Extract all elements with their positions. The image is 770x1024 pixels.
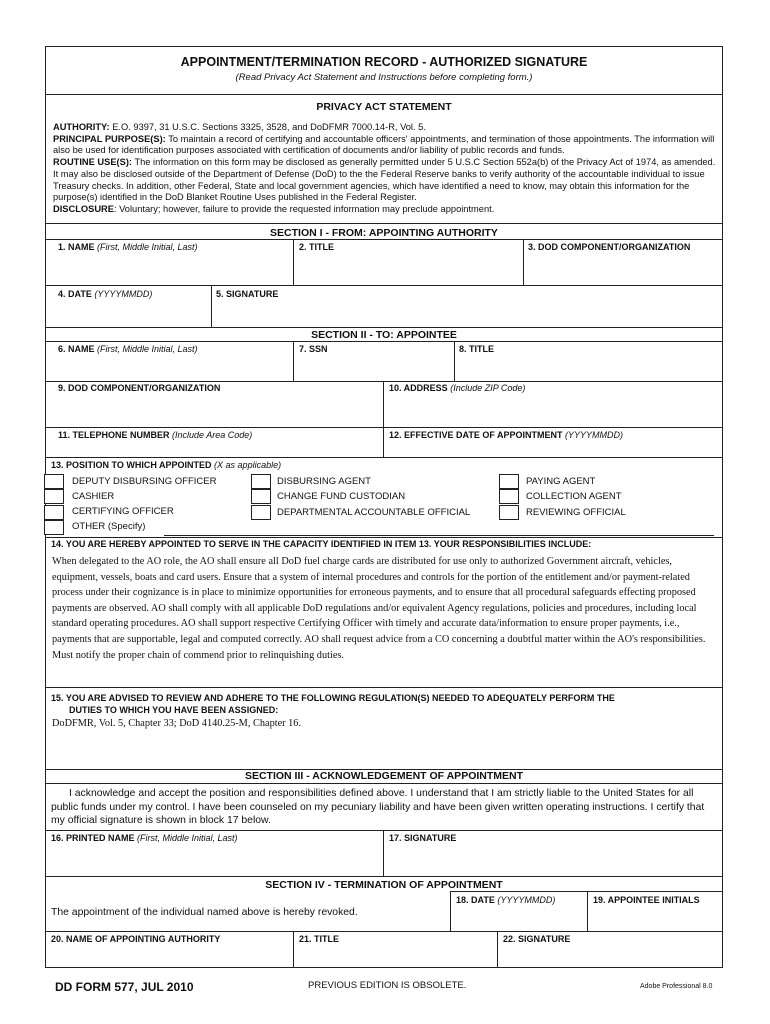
- privacy-statement: [53, 122, 716, 216]
- appointee-name-label: [58, 344, 198, 354]
- effective-date-field[interactable]: [385, 442, 720, 455]
- authority-text: E.O. 9397, 31 U.S.C. Sections 3325, 3528, and DoDFMR 7000.14-R, Vol. 5.: [109, 122, 426, 132]
- routine-use-label: ROUTINE USE(S):: [53, 157, 133, 168]
- divider: [450, 891, 722, 892]
- revocation-statement: The appointment of the individual named above is hereby revoked.: [51, 907, 358, 918]
- appointing-authority-name-field[interactable]: [48, 946, 291, 966]
- divider: [450, 891, 451, 931]
- purpose-text: To maintain a record of certifying and accountable officers' appointments, and termination of those appointments. The information will also be used for identification purposes associated with certification of documents and/or liability of public records and funds.: [53, 133, 715, 156]
- appointing-name-label: [58, 242, 198, 252]
- field-number: 10. ADDRESS: [389, 383, 448, 393]
- divider: [46, 537, 722, 538]
- form-number: DD FORM 577, JUL 2010: [55, 980, 194, 994]
- field-hint: (YYYYMMDD): [565, 430, 624, 440]
- divider: [46, 239, 722, 240]
- section4-heading: SECTION IV - TERMINATION OF APPOINTMENT: [265, 879, 503, 891]
- option-label: CHANGE FUND CUSTODIAN: [277, 491, 406, 502]
- checkbox-change-fund-custodian[interactable]: [251, 489, 271, 504]
- ssn-field[interactable]: [295, 356, 453, 380]
- termination-signature-label: 22. SIGNATURE: [503, 934, 571, 944]
- privacy-heading: PRIVACY ACT STATEMENT: [316, 101, 452, 113]
- regulations-text[interactable]: DoDFMR, Vol. 5, Chapter 33; DoD 4140.25-M, Chapter 16.: [52, 718, 302, 729]
- appointee-signature-field[interactable]: [385, 845, 720, 875]
- option-label: DISBURSING AGENT: [277, 476, 371, 487]
- field-hint: (First, Middle Initial, Last): [137, 833, 238, 843]
- divider: [46, 341, 722, 342]
- option-label: OTHER (Specify): [72, 521, 146, 532]
- termination-title-field[interactable]: [295, 946, 495, 966]
- appointee-initials-label: 19. APPOINTEE INITIALS: [593, 895, 700, 905]
- checkbox-certifying-officer[interactable]: [44, 505, 64, 520]
- field-number: 1. NAME: [58, 242, 95, 252]
- appointee-component-label: 9. DOD COMPONENT/ORGANIZATION: [58, 383, 221, 393]
- divider: [211, 285, 212, 327]
- checkbox-disbursing-agent[interactable]: [251, 474, 271, 489]
- divider: [523, 239, 524, 285]
- field-hint: (X as applicable): [214, 460, 282, 470]
- checkbox-reviewing-official[interactable]: [499, 505, 519, 520]
- form-subtitle: (Read Privacy Act Statement and Instructions before completing form.): [235, 72, 533, 83]
- appointing-signature-label: 5. SIGNATURE: [216, 289, 279, 299]
- software-note: Adobe Professional 8.0: [640, 983, 713, 990]
- divider: [46, 876, 722, 877]
- section3-heading: SECTION III - ACKNOWLEDGEMENT OF APPOINTMENT: [244, 770, 524, 782]
- divider: [46, 427, 722, 428]
- printed-name-label: [51, 833, 238, 843]
- checkbox-cashier[interactable]: [44, 489, 64, 504]
- termination-date-field[interactable]: [452, 907, 585, 929]
- option-label: CERTIFYING OFFICER: [72, 506, 174, 517]
- appointing-date-field[interactable]: [48, 301, 208, 327]
- disclosure-text: : Voluntary; however, failure to provide the requested information may preclude appointment.: [113, 203, 495, 214]
- divider: [46, 223, 722, 224]
- acknowledgement-text: I acknowledge and accept the position and responsibilities defined above. I understand that I am strictly liable to the United States for all public funds under my control. I have been counseled on my pecuniary liability and have been given written operating instructions. I certify that my official signature is shown in block 17 below.: [51, 788, 705, 826]
- divider: [454, 341, 455, 381]
- field-hint: (First, Middle Initial, Last): [97, 242, 198, 252]
- authority-label: AUTHORITY:: [53, 122, 110, 132]
- divider: [46, 285, 722, 286]
- divider: [46, 381, 722, 382]
- divider: [383, 427, 384, 457]
- divider: [293, 239, 294, 285]
- checkbox-deputy-disbursing-officer[interactable]: [44, 474, 64, 489]
- option-label: COLLECTION AGENT: [526, 491, 622, 502]
- appointing-name-field[interactable]: [48, 254, 290, 284]
- divider: [46, 327, 722, 328]
- routine-use-text: The information on this form may be disclosed as generally permitted under 5 U.S.C Section 552a(b) of the Privacy Act of 1974, as amended. It may also be disclosed outside of the Department of Defense (DoD) to the the Federal Reserve banks to verify authority of the accountable individual to issue Treasury checks. In addition, other Federal, State and local government agencies, which have identified a need to know, may obtain this information for the purpose(s) identified in the DoD Blanket Routine Uses published in the Federal Register.: [53, 157, 716, 203]
- address-label: [389, 383, 525, 393]
- divider: [46, 830, 722, 831]
- address-field[interactable]: [385, 395, 720, 425]
- appointee-title-label: 8. TITLE: [459, 344, 495, 354]
- field-hint: (YYYYMMDD): [94, 289, 153, 299]
- divider: [497, 931, 498, 968]
- divider: [383, 830, 384, 876]
- field-number: 11. TELEPHONE NUMBER: [58, 430, 170, 440]
- field-number: 12. EFFECTIVE DATE OF APPOINTMENT: [389, 430, 563, 440]
- divider: [587, 891, 588, 931]
- checkbox-departmental-accountable-official[interactable]: [251, 505, 271, 520]
- option-label: CASHIER: [72, 491, 115, 502]
- field-number: 13. POSITION TO WHICH APPOINTED: [51, 460, 212, 470]
- termination-signature-field[interactable]: [499, 946, 720, 966]
- form-title: APPOINTMENT/TERMINATION RECORD - AUTHORIZED SIGNATURE: [180, 55, 588, 69]
- termination-title-label: 21. TITLE: [299, 934, 340, 944]
- appointing-component-field[interactable]: [525, 254, 721, 284]
- section2-heading: SECTION II - TO: APPOINTEE: [311, 329, 457, 341]
- field-number: 16. PRINTED NAME: [51, 833, 135, 843]
- appointee-component-field[interactable]: [48, 395, 381, 425]
- position-label: [51, 460, 281, 470]
- appointing-title-field[interactable]: [295, 254, 521, 284]
- appointing-authority-name-label: 20. NAME OF APPOINTING AUTHORITY: [51, 934, 221, 944]
- divider: [293, 931, 294, 968]
- checkbox-other[interactable]: [44, 520, 64, 535]
- appointing-title-label: 2. TITLE: [299, 242, 335, 252]
- disclosure-label: DISCLOSURE: [53, 203, 114, 214]
- option-label: DEPARTMENTAL ACCOUNTABLE OFFICIAL: [277, 507, 471, 518]
- field-number: 18. DATE: [456, 895, 495, 905]
- appointing-component-label: 3. DOD COMPONENT/ORGANIZATION: [528, 242, 691, 252]
- option-label: DEPUTY DISBURSING OFFICER: [72, 476, 217, 487]
- appointee-title-field[interactable]: [456, 356, 720, 380]
- edition-notice: PREVIOUS EDITION IS OBSOLETE.: [308, 980, 467, 991]
- field-hint: (Include ZIP Code): [450, 383, 526, 393]
- other-specify-field[interactable]: [164, 535, 714, 536]
- checkbox-paying-agent[interactable]: [499, 474, 519, 489]
- divider: [46, 783, 722, 784]
- printed-name-field[interactable]: [48, 845, 381, 875]
- appointee-name-field[interactable]: [48, 356, 290, 380]
- option-label: PAYING AGENT: [526, 476, 596, 487]
- regulations-label-continued: DUTIES TO WHICH YOU HAVE BEEN ASSIGNED:: [69, 705, 279, 715]
- appointing-date-label: [58, 289, 152, 299]
- divider: [46, 457, 722, 458]
- field-number: 4. DATE: [58, 289, 92, 299]
- field-hint: (First, Middle Initial, Last): [97, 344, 198, 354]
- divider: [383, 381, 384, 427]
- field-number: 6. NAME: [58, 344, 95, 354]
- telephone-label: [58, 430, 252, 440]
- appointee-signature-label: 17. SIGNATURE: [389, 833, 457, 843]
- divider: [293, 341, 294, 381]
- field-hint: (YYYYMMDD): [497, 895, 556, 905]
- regulations-label: 15. YOU ARE ADVISED TO REVIEW AND ADHERE TO THE FOLLOWING REGULATION(S) NEEDED TO ADEQUATELY PERFORM THE: [51, 693, 615, 703]
- responsibilities-text[interactable]: When delegated to the AO role, the AO shall ensure all DoD fuel charge cards are distributed for use only to authorized Government aircraft, vehicles, equipment, vessels, boats and card users. Ensure that a system of internal procedures and controls for the portion of the entitlement and/or payment-related process under their cognizance is in place to minimize opportunities for erroneous payments, and to ensure that all procedural safeguards effecting proposed payments are observed. AO shall comply with all applicable DoD regulations and/or equivalent Agency regulations, policies and procedures, including local standard operating procedures. AO shall support respective Certifying Officer with timely and accurate data/information to ensure proper payments, i.e., payments that are supportable, legal and computed correctly. AO shall request advice from a CO concerning a doubtful matter within the AO's responsibilities. Must notify the proper chain of commend prior to relinquishing duties.: [52, 556, 706, 661]
- purpose-label: PRINCIPAL PURPOSE(S):: [53, 133, 166, 144]
- form-page: [45, 46, 723, 968]
- termination-date-label: [456, 895, 555, 905]
- option-label: REVIEWING OFFICIAL: [526, 507, 626, 518]
- responsibilities-label: 14. YOU ARE HEREBY APPOINTED TO SERVE IN THE CAPACITY IDENTIFIED IN ITEM 13. YOUR RESPONSIBILITIES INCLUDE:: [51, 539, 592, 549]
- field-hint: (Include Area Code): [172, 430, 253, 440]
- ssn-label: 7. SSN: [299, 344, 328, 354]
- section1-heading: SECTION I - FROM: APPOINTING AUTHORITY: [270, 227, 498, 239]
- telephone-field[interactable]: [48, 442, 381, 455]
- appointee-initials-field[interactable]: [589, 907, 720, 929]
- divider: [46, 94, 722, 95]
- effective-date-label: [389, 430, 623, 440]
- divider: [46, 931, 722, 932]
- divider: [46, 687, 722, 688]
- checkbox-collection-agent[interactable]: [499, 489, 519, 504]
- appointing-signature-field[interactable]: [213, 301, 718, 327]
